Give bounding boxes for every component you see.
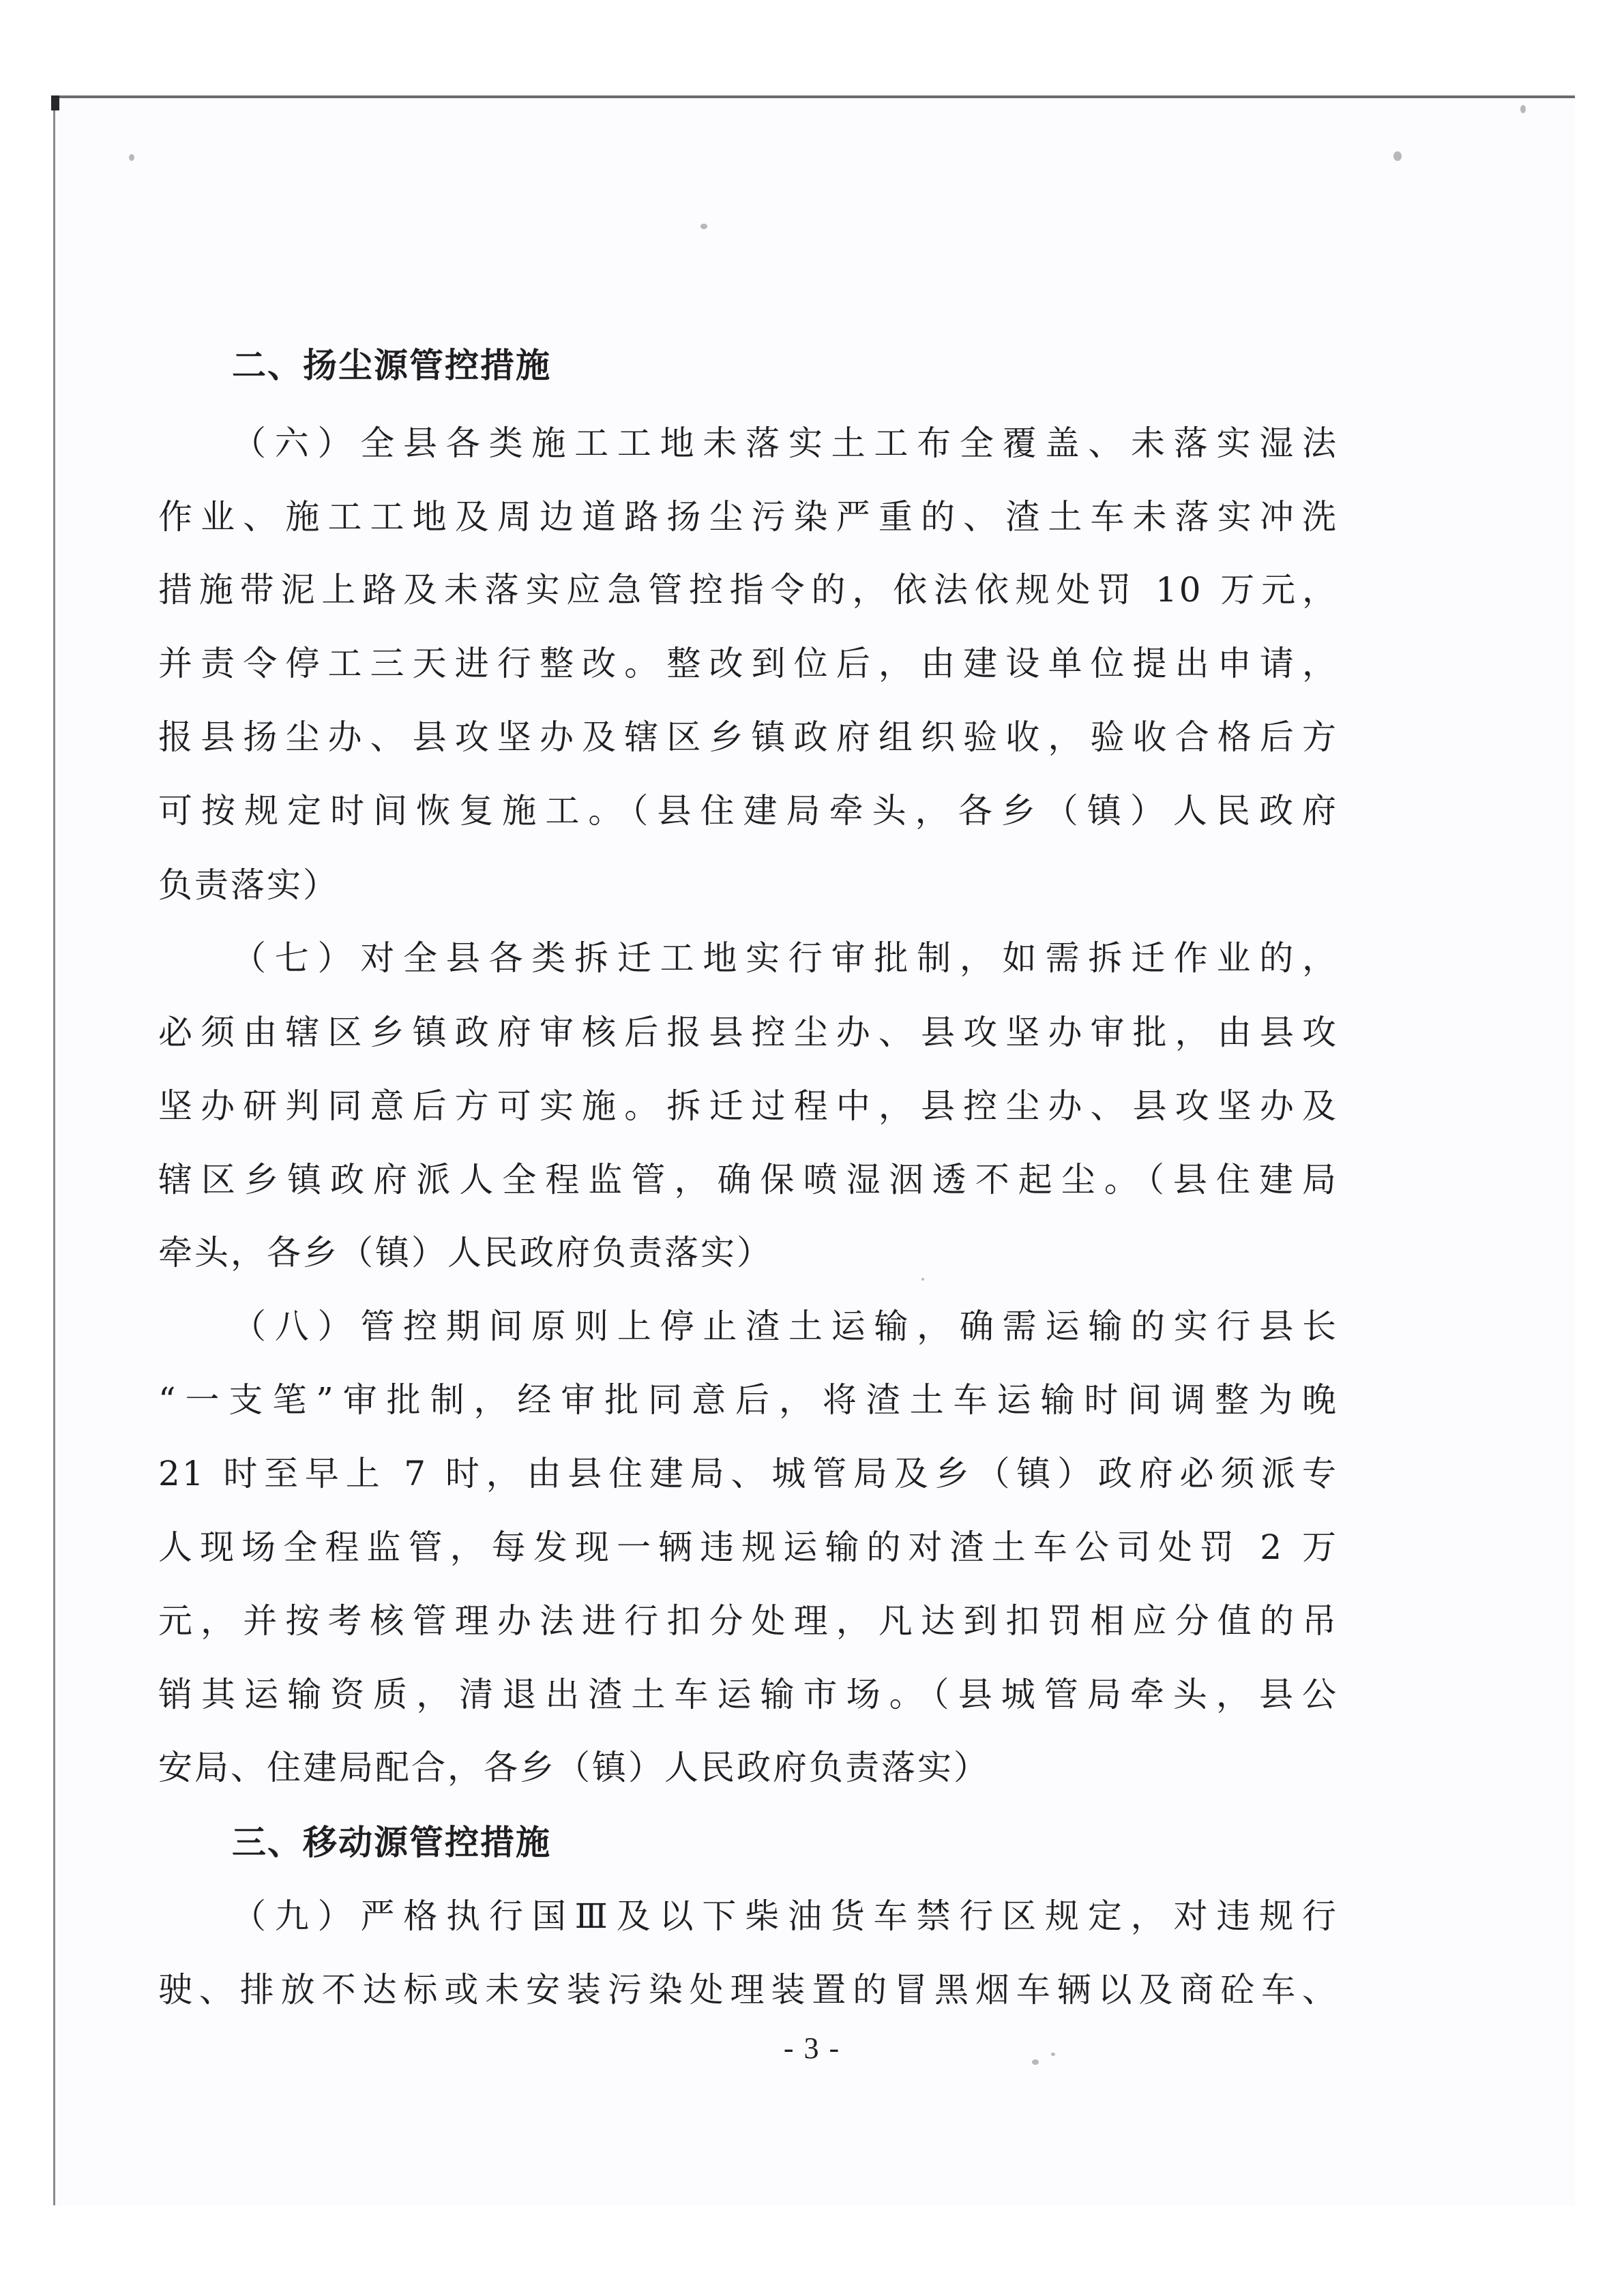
paragraph-line: （八）管控期间原则上停止渣土运输，确需运输的实行县长 — [232, 1307, 1338, 1346]
paragraph-line: （七）对全县各类拆迁工地实行审批制，如需拆迁作业的， — [232, 938, 1338, 978]
section-heading-mobile: 三、移动源管控措施 — [232, 1823, 551, 1862]
paragraph-line: 并责令停工三天进行整改。整改到位后，由建设单位提出申请， — [158, 644, 1338, 683]
page-number: - 3 - — [783, 2031, 841, 2065]
paragraph-line: 作业、施工工地及周边道路扬尘污染严重的、渣土车未落实冲洗 — [158, 497, 1338, 537]
paragraph-line: 牵头，各乡（镇）人民政府负责落实） — [158, 1233, 773, 1272]
paragraph-line: 销其运输资质，清退出渣土车运输市场。（县城管局牵头，县公 — [158, 1675, 1338, 1714]
paragraph-line: “一支笔”审批制，经审批同意后，将渣土车运输时间调整为晚 — [158, 1380, 1338, 1420]
paragraph-line: 辖区乡镇政府派人全程监管，确保喷湿洇透不起尘。（县住建局 — [158, 1160, 1338, 1199]
paragraph-line: 驶、排放不达标或未安装污染处理装置的冒黑烟车辆以及商砼车、 — [158, 1970, 1338, 2010]
paragraph-line: 可按规定时间恢复施工。（县住建局牵头，各乡（镇）人民政府 — [158, 791, 1338, 831]
paragraph-line: 人现场全程监管，每发现一辆违规运输的对渣土车公司处罚 2 万 — [158, 1527, 1338, 1567]
paragraph-line: 必须由辖区乡镇政府审核后报县控尘办、县攻坚办审批，由县攻 — [158, 1013, 1338, 1052]
paragraph-line: 报县扬尘办、县攻坚办及辖区乡镇政府组织验收，验收合格后方 — [158, 717, 1338, 757]
section-heading-dust: 二、扬尘源管控措施 — [232, 346, 551, 385]
paragraph-line: 措施带泥上路及未落实应急管控指令的，依法依规处罚 10 万元， — [158, 570, 1338, 610]
paragraph-line: （六）全县各类施工工地未落实土工布全覆盖、未落实湿法 — [232, 423, 1338, 463]
paragraph-line: 元，并按考核管理办法进行扣分处理，凡达到扣罚相应分值的吊 — [158, 1601, 1338, 1641]
paragraph-line: （九）严格执行国Ⅲ及以下柴油货车禁行区规定，对违规行 — [232, 1896, 1338, 1936]
paragraph-line: 坚办研判同意后方可实施。拆迁过程中，县控尘办、县攻坚办及 — [158, 1086, 1338, 1126]
paragraph-line: 21 时至早上 7 时，由县住建局、城管局及乡（镇）政府必须派专 — [158, 1454, 1338, 1493]
paragraph-line: 负责落实） — [158, 865, 339, 905]
paragraph-line: 安局、住建局配合，各乡（镇）人民政府负责落实） — [158, 1748, 990, 1787]
